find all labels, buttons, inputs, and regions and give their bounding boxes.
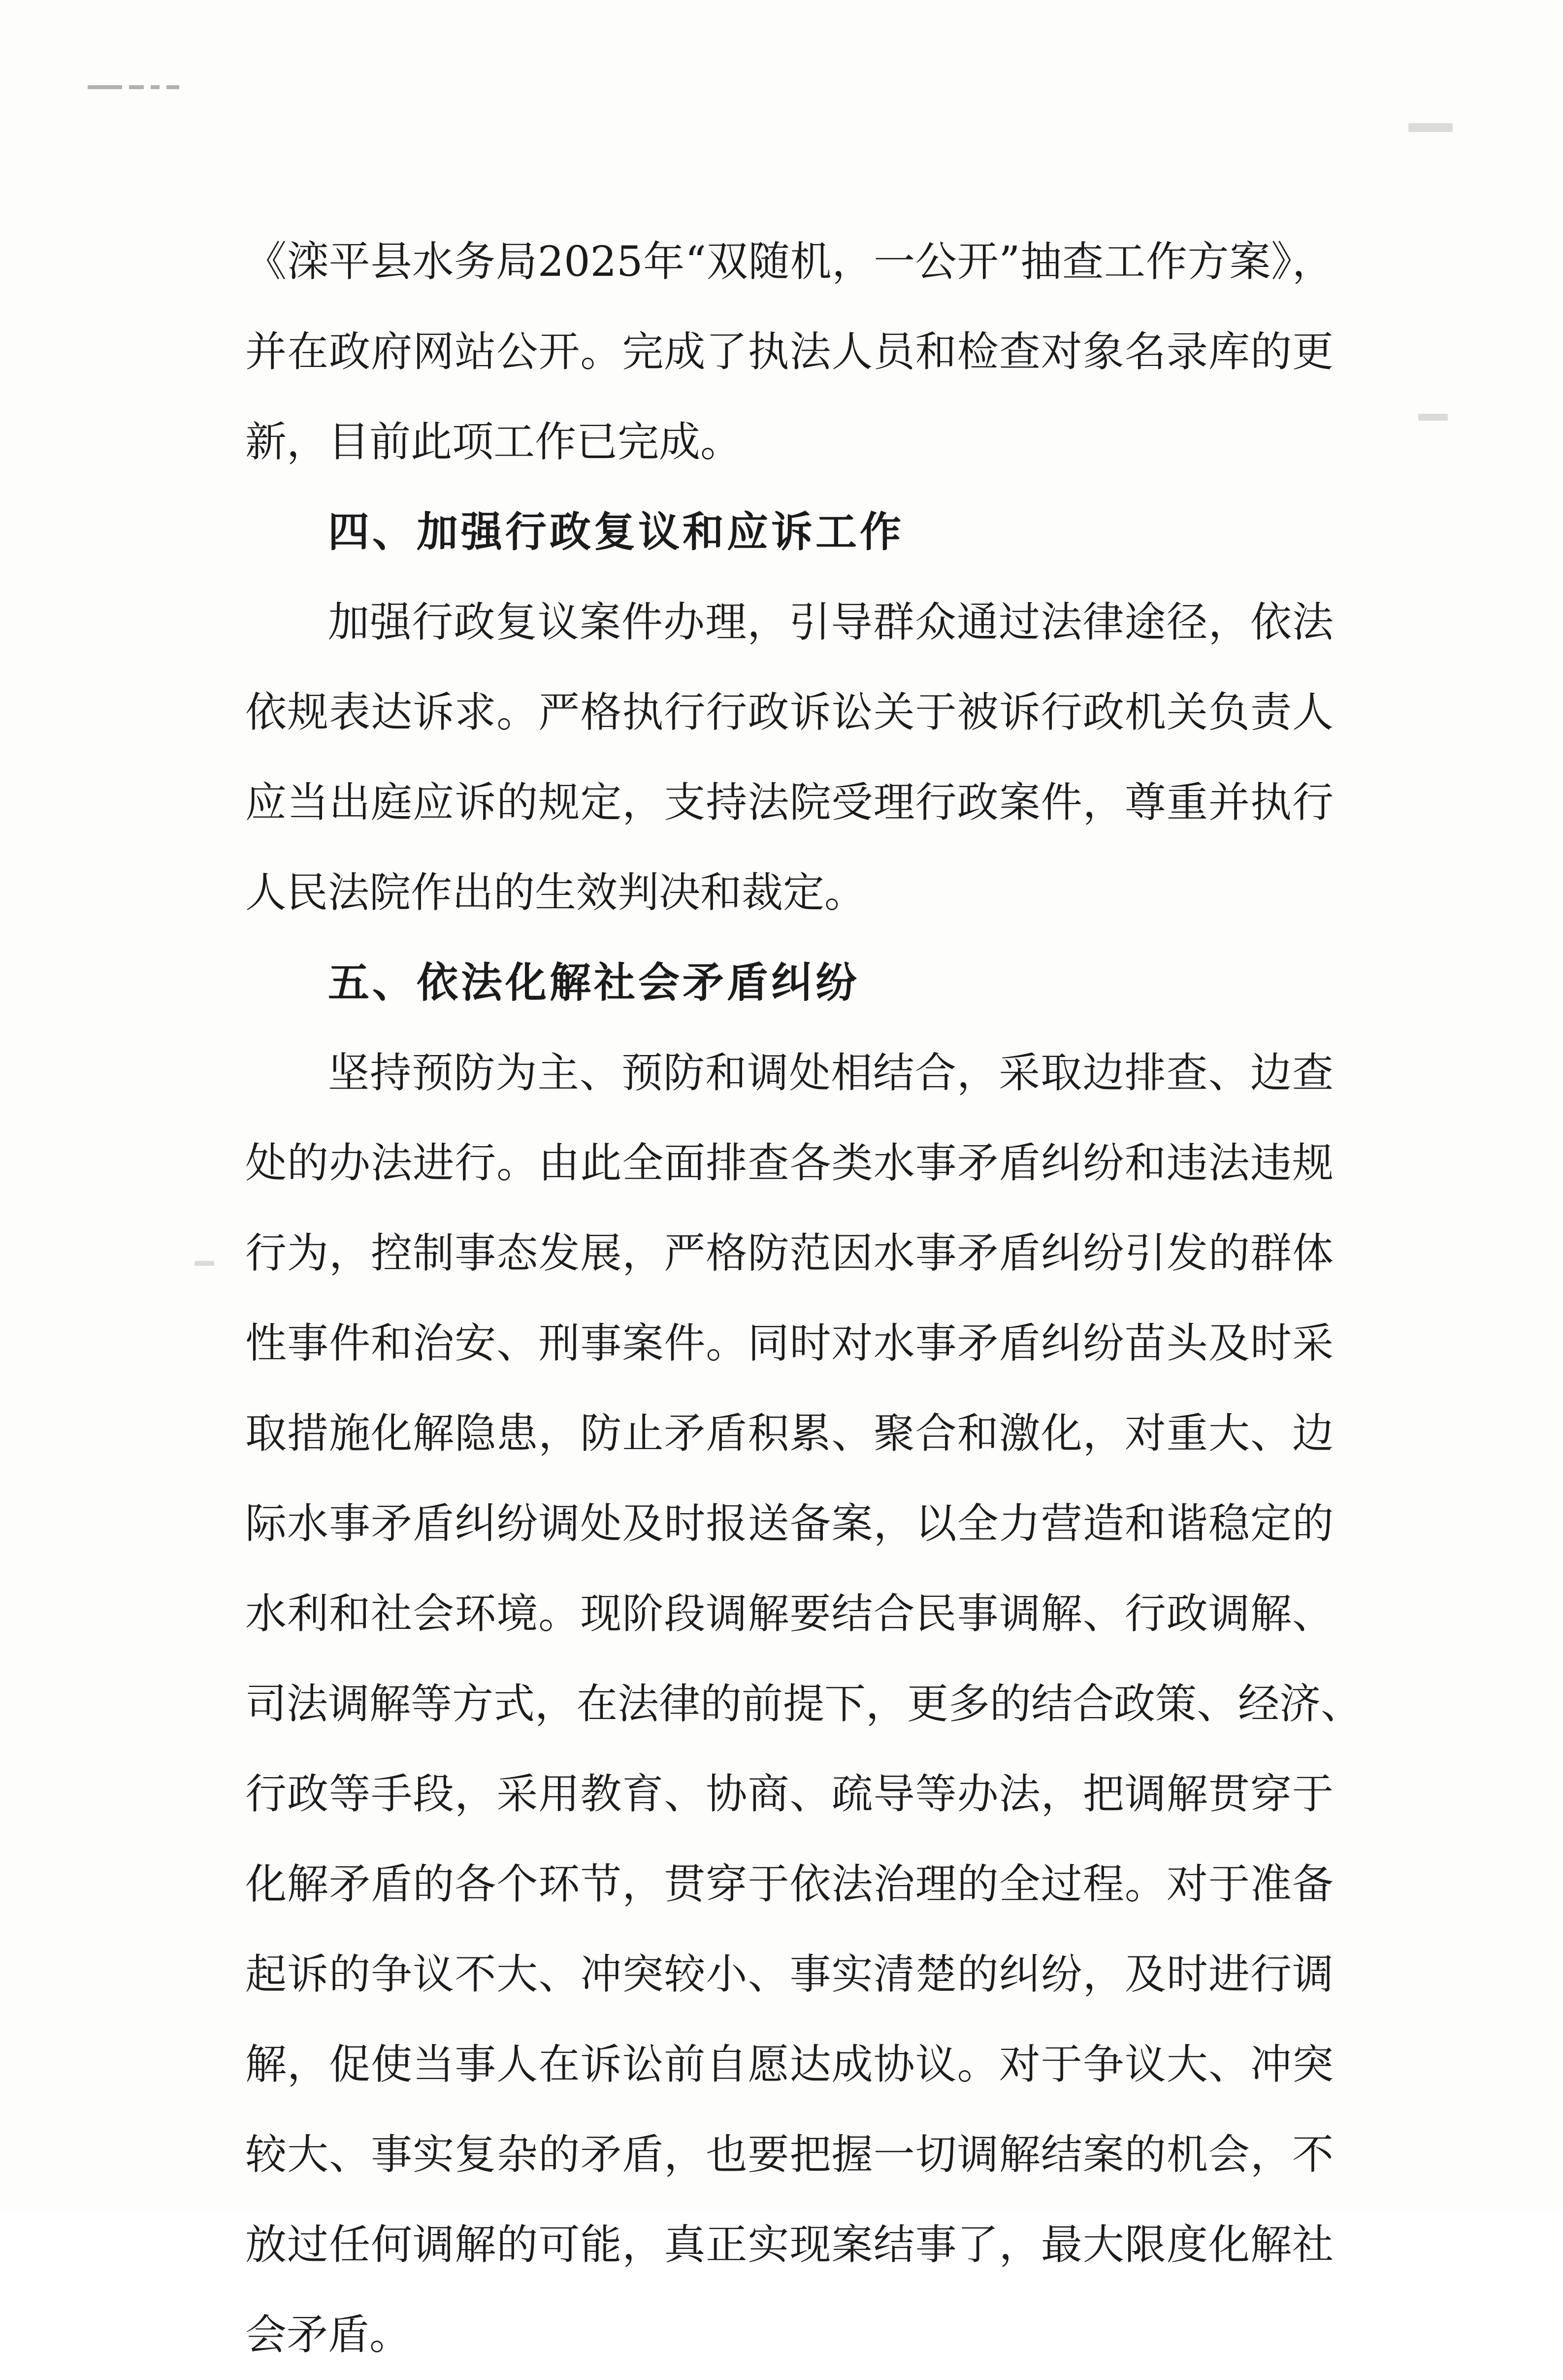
text-line: 加强行政复议案件办理，引导群众通过法律途径，依法: [328, 598, 1334, 646]
scan-speck: [195, 1261, 214, 1266]
scan-speck: [1408, 123, 1453, 132]
text-line: 处的办法进行。由此全面排查各类水事矛盾纠纷和违法违规: [245, 1139, 1334, 1187]
text-line: 会矛盾。: [245, 2311, 411, 2359]
paragraph-approach-completion: [245, 217, 1334, 487]
section-heading-4: 四、加强行政复议和应诉工作: [328, 508, 905, 556]
text-line: 化解矛盾的各个环节，贯穿于依法治理的全过程。对于准备: [245, 1860, 1334, 1908]
scan-speck: [1418, 414, 1448, 421]
text-line: 依规表达诉求。严格执行行政诉讼关于被诉行政机关负责人: [245, 688, 1334, 736]
paragraph-administrative-review: [245, 577, 1334, 938]
text-line: 际水事矛盾纠纷调处及时报送备案，以全力营造和谐稳定的: [245, 1499, 1334, 1548]
scan-artifact: [88, 83, 206, 89]
text-line: 行政等手段，采用教育、协商、疏导等办法，把调解贯穿于: [245, 1770, 1334, 1818]
text-line: 行为，控制事态发展，严格防范因水事矛盾纠纷引发的群体: [245, 1229, 1334, 1277]
text-line: 《滦平县水务局2025年“双随机，一公开”抽查工作方案》，: [245, 237, 1334, 286]
text-line: 性事件和治安、刑事案件。同时对水事矛盾纠纷苗头及时采: [245, 1319, 1334, 1367]
text-line: 人民法院作出的生效判决和裁定。: [245, 868, 866, 917]
text-line: 取措施化解隐患，防止矛盾积累、聚合和激化，对重大、边: [245, 1409, 1334, 1457]
text-line: 较大、事实复杂的矛盾，也要把握一切调解结案的机会，不: [245, 2130, 1334, 2179]
text-line: 起诉的争议不大、冲突较小、事实清楚的纠纷，及时进行调: [245, 1950, 1334, 1998]
text-line: 坚持预防为主、预防和调处相结合，采取边排查、边查: [328, 1049, 1334, 1097]
paragraph-dispute-resolution: [245, 1028, 1363, 2380]
text-line: 水利和社会环境。现阶段调解要结合民事调解、行政调解、: [245, 1589, 1334, 1638]
text-line: 解，促使当事人在诉讼前自愿达成协议。对于争议大、冲突: [245, 2040, 1334, 2088]
text-line: 应当出庭应诉的规定，支持法院受理行政案件，尊重并执行: [245, 778, 1334, 826]
text-line: 并在政府网站公开。完成了执法人员和检查对象名录库的更: [245, 328, 1334, 376]
document-body: [245, 217, 1363, 2380]
text-line: 司法调解等方式，在法律的前提下，更多的结合政策、经济、: [245, 1680, 1363, 1728]
text-line: 放过任何调解的可能，真正实现案结事了，最大限度化解社: [245, 2220, 1334, 2269]
section-heading-5: 五、依法化解社会矛盾纠纷: [328, 959, 860, 1007]
text-line: 新，目前此项工作已完成。: [245, 418, 742, 466]
